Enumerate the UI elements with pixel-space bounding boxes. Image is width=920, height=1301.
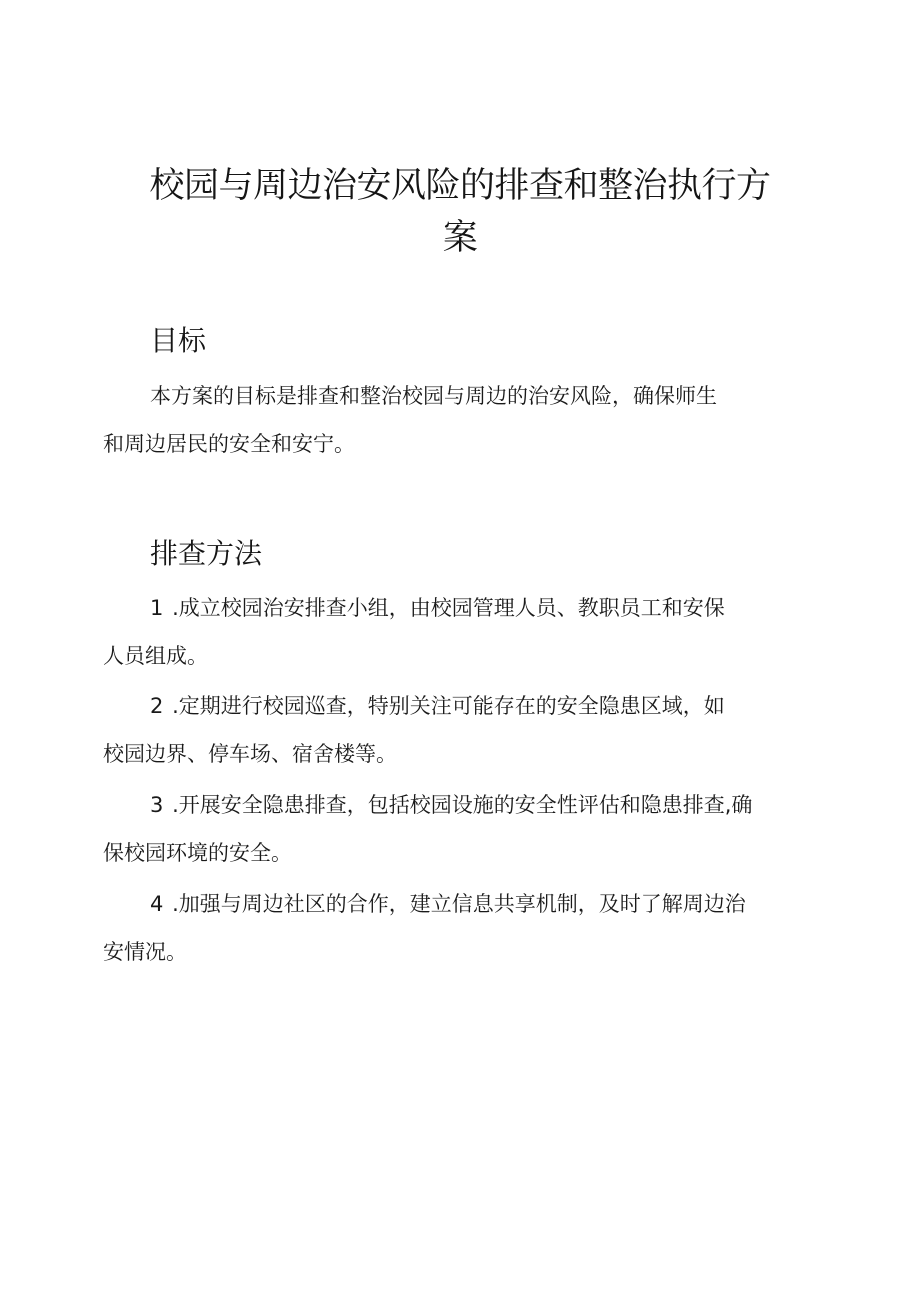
- method-item-4-line-2: 安情况。: [103, 940, 187, 964]
- method-item-2-line-2: 校园边界、停车场、宿舍楼等。: [103, 742, 397, 766]
- method-item-3: [103, 781, 818, 877]
- method-item-3-line-2: 保校园环境的安全。: [103, 841, 292, 865]
- method-item-4-line-1: [103, 880, 818, 928]
- method-item-3-line-1: [103, 781, 818, 829]
- goal-line-2: 和周边居民的安全和安宁。: [103, 432, 355, 456]
- method-item-4-text: .加强与周边社区的合作，建立信息共享机制，及时了解周边治: [172, 892, 746, 916]
- method-item-4-number: 4: [150, 892, 164, 916]
- method-item-1: [103, 584, 818, 680]
- method-item-1-line-1: [103, 584, 818, 632]
- goal-paragraph: [103, 372, 818, 468]
- method-item-1-text: .成立校园治安排查小组，由校园管理人员、教职员工和安保: [172, 596, 725, 620]
- method-item-2-text: .定期进行校园巡查，特别关注可能存在的安全隐患区域，如: [172, 694, 725, 718]
- method-item-3-text: .开展安全隐患排查，包括校园设施的安全性评估和隐患排查,确: [172, 793, 753, 817]
- goal-line-1: 本方案的目标是排查和整治校园与周边的治安风险，确保师生: [150, 384, 717, 408]
- document-title: [120, 160, 800, 264]
- method-item-3-number: 3: [150, 793, 164, 817]
- method-item-1-number: 1: [150, 596, 164, 620]
- methods-heading: 排查方法: [150, 537, 263, 570]
- goal-heading: 目标: [150, 324, 207, 357]
- method-item-2-line-1: [103, 682, 818, 730]
- method-item-4: [103, 880, 818, 976]
- title-line-1: 校园与周边治安风险的排查和整治执行方: [149, 166, 771, 206]
- method-item-1-line-2: 人员组成。: [103, 644, 208, 668]
- title-line-2: 案: [442, 218, 478, 258]
- method-item-2: [103, 682, 818, 778]
- method-item-2-number: 2: [150, 694, 164, 718]
